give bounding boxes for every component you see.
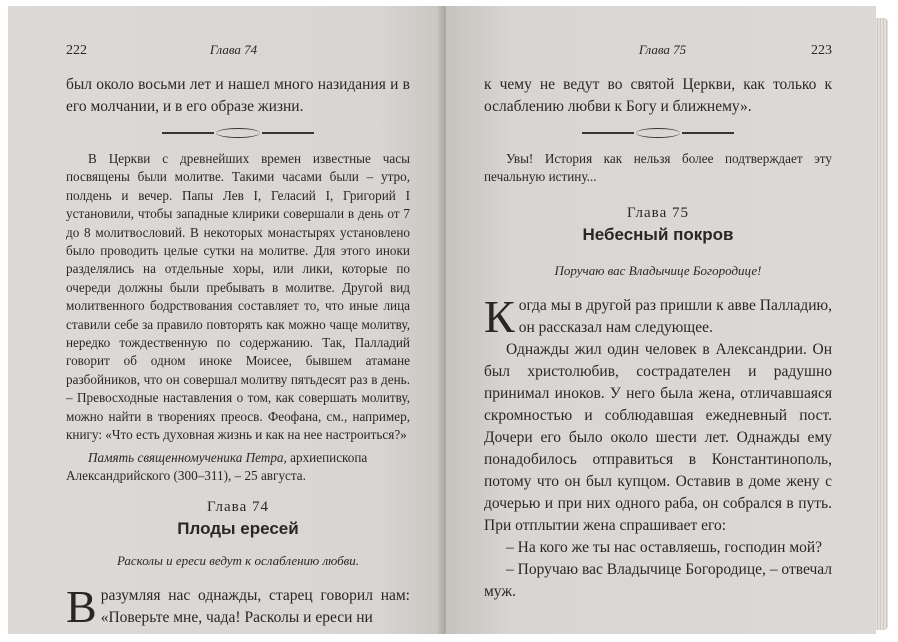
page-number-left: 222 [66, 43, 87, 58]
right-page [446, 6, 876, 634]
epigraph-right: Поручаю вас Владычице Богородице! [554, 262, 762, 278]
note-text-left: В Церкви с древнейших времен известные часы посвящены были молитве. Такими часами были – утро, полдень и вечер. Папы Лев I, Геласий I, Григорий I установили, чтобы западные клирики совершали в день от 7 до 8 молитвословий. В некоторых монастырях установлено было проводить целые сутки на молитве. Для этого иноки разделялись на отдельные хоры, или лики, которые по очереди должны были пребывать в молитве. Другой вид молитвенного бодрствования составляет то, что иные лица ставили себе за правило повторять как можно чаще молитву, нередко тождественную по содержанию. Так, Палладий говорит об одном иноке Моисее, бывшем атамане разбойников, что он совершал молитву пятьдесят раз в день. – Превосходные наставления о том, как совершать молитву, можно найти в творениях преосв. Феофана, см., например, книгу: «Что есть духовная жизнь и как на нее настроиться?» [66, 151, 410, 443]
chapter-number-left: Глава 74 [207, 499, 269, 516]
continuation-text-right: к чему не ведут во святой Церкви, как только к ослаблению любви к Богу и ближнему». [484, 76, 832, 115]
continuation-text-left: был около восьми лет и нашел много назидания и в его молчании, и в его образе жизни. [66, 76, 410, 115]
running-head-right: Глава 75 [638, 42, 687, 57]
ornament-divider-left [66, 128, 410, 138]
note-text-right: Увы! История как нельзя более подтверждает эту печальную истину... [484, 151, 832, 185]
memory-note [66, 449, 410, 486]
paragraph-4-right: – Поручаю вас Владычице Богородице, – отвечал муж. [484, 560, 832, 600]
drop-cap-left: В [66, 581, 97, 633]
right-header [484, 42, 832, 66]
running-head-left: Глава 74 [209, 42, 258, 57]
drop-cap-right: К [484, 290, 515, 342]
chapter-title-left: Плоды ересей [177, 519, 299, 539]
left-header [66, 42, 410, 66]
epigraph-left: Расколы и ереси ведут к ослаблению любви. [116, 553, 360, 569]
open-book [8, 6, 888, 634]
page-number-right: 223 [811, 43, 832, 58]
paragraph-2-right: Однажды жил один человек в Александрии. Он был христолюбив, сострадателен и радушно принимал иноков. У него была жена, отличавшаяся скромностью и соблюдавшая ежедневный пост. Дочери его было около шести лет. Однажды ему понадобилось отправиться в Константинополь, потому что он был купцом. Оставив в доме жену с дочерью и при них одного раба, он собрался в путь. При отплытии жена спрашивает его: [484, 340, 832, 534]
page-edges [874, 18, 888, 630]
chapter-number-right: Глава 75 [627, 204, 689, 221]
left-page [8, 6, 444, 634]
memory-italic: Память священномученика Петра, [88, 449, 287, 465]
opening-paragraph-right [484, 290, 832, 342]
ornament-divider-right [484, 128, 832, 138]
opening-text-right: огда мы в другой раз пришли к авве Палладию, он рассказал нам следующее. [518, 296, 832, 336]
chapter-title-right: Небесный покров [582, 224, 734, 244]
paragraph-3-right: – На кого же ты нас оставляешь, господин мой? [506, 538, 823, 556]
memory-rest: архиепископа Александрийского (300–311), – 25 августа. [66, 449, 368, 483]
opening-paragraph-left [66, 581, 410, 633]
opening-text-left: разумляя нас однажды, старец говорил нам: «Поверьте мне, чада! Расколы и ереси ни [100, 587, 410, 627]
